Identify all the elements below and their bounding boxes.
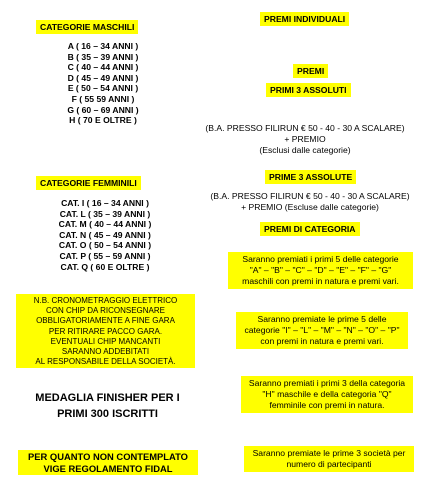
male-category-item: E ( 50 – 54 ANNI ) <box>67 83 139 94</box>
chip-note-line: CON CHIP DA RICONSEGNARE <box>46 306 165 316</box>
female-category-item: CAT. M ( 40 – 44 ANNI ) <box>58 219 152 230</box>
rules-line: PER QUANTO NON CONTEMPLATO <box>28 451 188 462</box>
female-category-item: CAT. Q ( 60 E OLTRE ) <box>60 261 150 272</box>
over-category-prize-line: "H" maschile e della categoria "Q" <box>262 389 392 399</box>
chip-note-line: EVENTUALI CHIP MANCANTI <box>50 336 161 346</box>
female-category-prizes <box>236 312 408 349</box>
female-category-item: CAT. N ( 45 – 49 ANNI ) <box>59 229 151 240</box>
medal-line: MEDAGLIA FINISHER PER I <box>35 392 180 404</box>
team-prizes <box>244 446 414 472</box>
male-category-item: H ( 70 E OLTRE ) <box>69 115 137 126</box>
female-categories-list <box>30 198 180 272</box>
female-category-item: CAT. L ( 35 – 39 ANNI ) <box>59 208 151 219</box>
male-category-prize-line: maschili con premi in natura e premi vari. <box>242 276 399 286</box>
male-categories-title: CATEGORIE MASCHILI <box>36 20 138 34</box>
male-category-item: D ( 45 – 49 ANNI ) <box>67 72 139 83</box>
male-category-item: B ( 35 – 39 ANNI ) <box>67 51 139 62</box>
over-category-prize-line: femminile con premi in natura. <box>269 400 385 410</box>
female-category-item: CAT. O ( 50 – 54 ANNI ) <box>58 240 152 251</box>
male-category-item: F ( 55 59 ANNI ) <box>71 93 135 104</box>
fidal-rules-note <box>18 450 198 475</box>
chip-note-line: PER RITIRARE PACCO GARA. <box>48 326 163 336</box>
top3-female-title: PRIME 3 ASSOLUTE <box>265 170 356 184</box>
chip-note-line: SARANNO ADDEBITATI <box>61 347 150 357</box>
female-category-item: CAT. I ( 16 – 34 ANNI ) <box>61 198 149 208</box>
male-prize-line: + PREMIO <box>284 134 326 144</box>
female-overall-prize <box>205 191 415 213</box>
female-category-item: CAT. P ( 55 – 59 ANNI ) <box>59 250 151 261</box>
category-prizes-title: PREMI DI CATEGORIA <box>260 222 360 236</box>
prizes-title: PREMI <box>293 64 328 78</box>
male-overall-prize <box>200 123 410 156</box>
female-categories-title: CATEGORIE FEMMINILI <box>36 176 141 190</box>
male-category-item: G ( 60 – 69 ANNI ) <box>67 104 139 115</box>
chip-timing-note <box>16 294 195 368</box>
chip-note-line: OBBLIGATORIAMENTE A FINE GARA <box>36 316 175 326</box>
female-category-prize-line: categorie "I" – "L" – "M" – "N" – "O" – "P" <box>244 325 400 335</box>
team-prize-line: numero di partecipanti <box>286 459 372 469</box>
chip-note-line: AL RESPONSABILE DELLA SOCIETÀ. <box>35 357 176 367</box>
team-prize-line: Saranno premiate le prime 3 società per <box>252 448 406 458</box>
female-prize-line: + PREMIO (Escluse dalle categorie) <box>241 202 379 212</box>
medal-line: PRIMI 300 ISCRITTI <box>57 408 158 420</box>
male-category-prize-line: "A" – "B" – "C" – "D" – "E" – "F" – "G" <box>249 265 392 275</box>
female-prize-line: (B.A. PRESSO FILIRUN € 50 - 40 - 30 A SCALARE) <box>210 191 410 201</box>
finisher-medal-note <box>20 390 195 422</box>
male-category-prizes <box>228 252 413 289</box>
male-prize-line: (Esclusi dalle categorie) <box>259 145 351 155</box>
male-categories-list <box>28 41 178 126</box>
male-category-item: A ( 16 – 34 ANNI ) <box>67 41 139 51</box>
over-category-prize-line: Saranno premiati i primi 3 della categoria <box>248 378 406 388</box>
male-category-prize-line: Saranno premiati i primi 5 delle categorie <box>242 254 399 264</box>
top3-male-title: PRIMI 3 ASSOLUTI <box>266 83 351 97</box>
chip-note-line: N.B. CRONOMETRAGGIO ELETTRICO <box>33 296 178 305</box>
over-category-prizes <box>241 376 413 413</box>
female-category-prize-line: Saranno premiate le prime 5 delle <box>257 314 387 324</box>
male-category-item: C ( 40 – 44 ANNI ) <box>67 62 139 73</box>
rules-line: VIGE REGOLAMENTO FIDAL <box>43 462 173 474</box>
female-category-prize-line: con premi in natura e premi vari. <box>260 336 384 346</box>
male-prize-line: (B.A. PRESSO FILIRUN € 50 - 40 - 30 A SCALARE) <box>205 123 405 133</box>
individual-prizes-title: PREMI INDIVIDUALI <box>260 12 349 26</box>
